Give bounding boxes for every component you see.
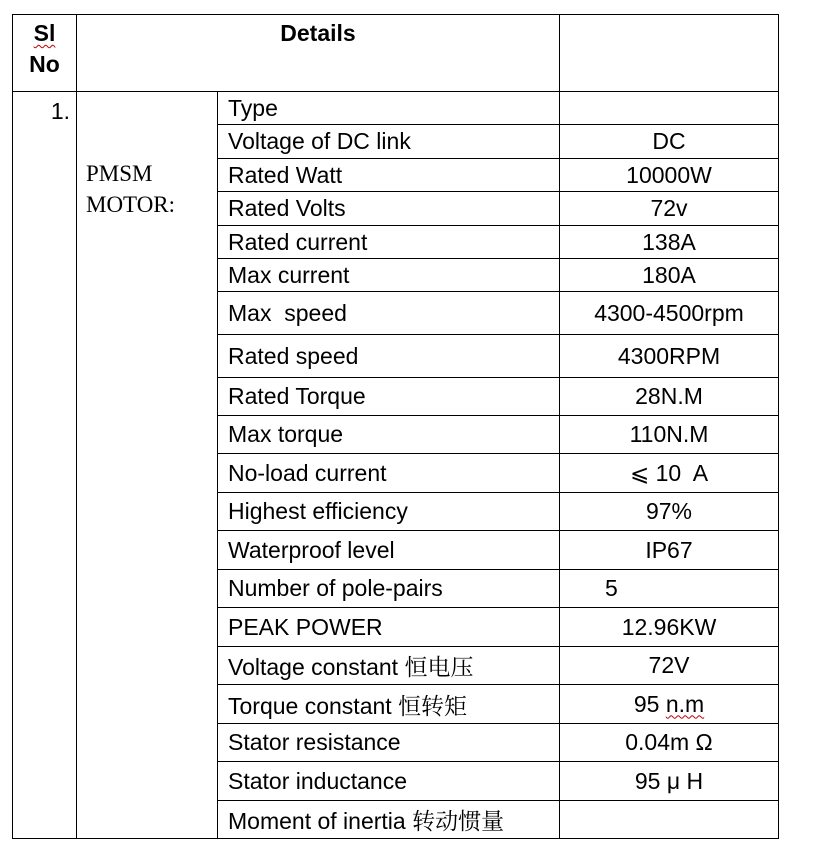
spec-value: IP67 — [560, 531, 779, 570]
spec-label: Number of pole-pairs — [218, 570, 560, 608]
table-row — [13, 92, 779, 125]
category-label — [77, 92, 218, 839]
value-header — [560, 15, 779, 92]
spec-label: Waterproof level — [218, 531, 560, 570]
spec-value: 5 — [560, 570, 779, 608]
sl-header-line2: No — [29, 51, 60, 77]
torque-constant-unit: n.m — [665, 690, 705, 717]
spec-value: 4300RPM — [560, 335, 779, 378]
spec-label: PEAK POWER — [218, 608, 560, 647]
spec-label: Stator inductance — [218, 762, 560, 801]
spec-value: ⩽ 10 A — [560, 454, 779, 493]
spec-label: Voltage constant 恒电压 — [218, 647, 560, 685]
spec-value — [560, 92, 779, 125]
spec-label: Rated Torque — [218, 378, 560, 416]
spec-value: 95 μ H — [560, 762, 779, 801]
header-row — [13, 15, 779, 92]
spec-label: Highest efficiency — [218, 493, 560, 531]
spec-label: Max current — [218, 259, 560, 292]
spec-label: Torque constant 恒转矩 — [218, 685, 560, 724]
sl-header-line1: Sl — [33, 20, 56, 46]
spec-value: 180A — [560, 259, 779, 292]
spec-label: Rated Volts — [218, 192, 560, 226]
motor-spec-table — [12, 14, 779, 839]
spec-value: 12.96KW — [560, 608, 779, 647]
category-line1: PMSM — [86, 161, 153, 186]
spec-value: 4300-4500rpm — [560, 292, 779, 335]
spec-label: Stator resistance — [218, 724, 560, 762]
spec-value: 72v — [560, 192, 779, 226]
spec-label: Rated current — [218, 226, 560, 259]
spec-value: 10000W — [560, 159, 779, 192]
spec-value: 110N.M — [560, 416, 779, 454]
spec-label: Rated speed — [218, 335, 560, 378]
section-number: 1. — [13, 92, 77, 839]
category-line2: MOTOR: — [86, 192, 176, 217]
spec-value: 28N.M — [560, 378, 779, 416]
spec-value: 72V — [560, 647, 779, 685]
spec-label: Rated Watt — [218, 159, 560, 192]
spec-label: Voltage of DC link — [218, 125, 560, 159]
sl-no-header — [13, 15, 77, 92]
torque-constant-number: 95 — [633, 690, 666, 717]
details-header: Details — [77, 15, 560, 92]
spec-value — [560, 801, 779, 839]
spec-value: 97% — [560, 493, 779, 531]
spec-label: Type — [218, 92, 560, 125]
spec-label: Moment of inertia 转动惯量 — [218, 801, 560, 839]
spec-label: Max torque — [218, 416, 560, 454]
spec-value — [560, 685, 779, 724]
spec-label: No-load current — [218, 454, 560, 493]
spec-value: 138A — [560, 226, 779, 259]
spec-value: 0.04m Ω — [560, 724, 779, 762]
spec-value: DC — [560, 125, 779, 159]
spec-label: Max speed — [218, 292, 560, 335]
